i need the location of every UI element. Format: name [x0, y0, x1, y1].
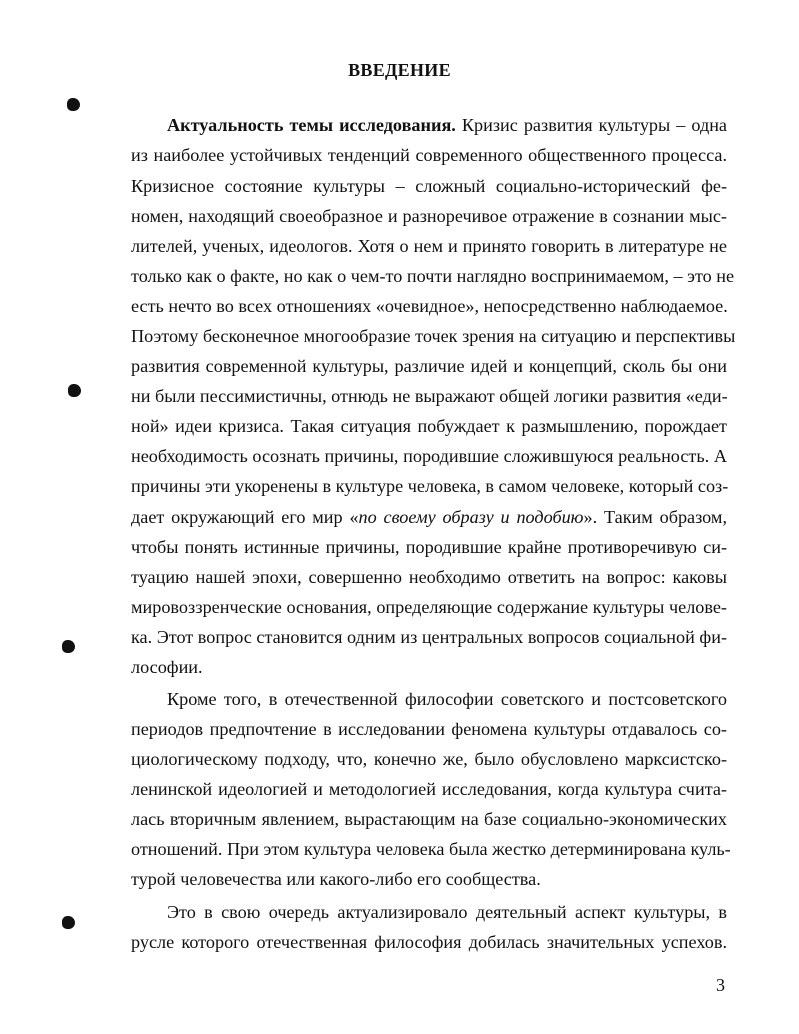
text-line: отношений. При этом культура человека была жестко детерминирована куль- [131, 839, 731, 859]
text-line: причины эти укоренены в культуре человека, в самом человеке, который соз- [131, 476, 729, 496]
text-line: номен, находящий своеобразное и разноречивое отражение в сознании мыс- [131, 206, 727, 226]
binder-hole-mark [62, 640, 75, 653]
text-line: туацию нашей эпохи, совершенно необходимо ответить на вопрос: каковы [131, 567, 727, 587]
text-line: Кроме того, в отечественной философии советского и постсоветского [167, 689, 727, 709]
text-line: Кризисное состояние культуры – сложный социально-исторический фе- [131, 176, 727, 196]
binder-hole-mark [67, 98, 80, 111]
text-line: ной» идеи кризиса. Такая ситуация побуждает к размышлению, порождает [131, 416, 727, 436]
text-line [167, 113, 727, 137]
text-line: ленинской идеологией и методологией исследования, когда культура счита- [131, 779, 727, 799]
page-number: 3 [716, 975, 725, 995]
bold-lead-phrase: Актуальность темы исследования. [167, 115, 456, 135]
text-line: ни были пессимистичны, отнюдь не выражают общей логики развития «еди- [131, 386, 728, 406]
text-line: Поэтому бесконечное многообразие точек зрения на ситуацию и перспективы [131, 326, 736, 346]
text-span: Кризис развития культуры – одна [461, 115, 728, 135]
text-line [131, 505, 727, 529]
text-span: дает окружающий его мир « [131, 507, 359, 527]
binder-hole-mark [62, 916, 75, 929]
text-line: периодов предпочтение в исследовании феномена культуры отдавалось со- [131, 719, 727, 739]
text-line: только как о факте, но как о чем-то почти наглядно воспринимаемом, – это не [131, 266, 735, 286]
text-line: развития современной культуры, различие идей и концепций, сколь бы они [131, 356, 727, 376]
text-line: лителей, ученых, идеологов. Хотя о нем и принято говорить в литературе не [131, 236, 727, 256]
text-line: Это в свою очередь актуализировало деятельный аспект культуры, в [167, 902, 727, 922]
text-line: турой человечества или какого-либо его сообщества. [131, 869, 541, 889]
text-line: из наиболее устойчивых тенденций современного общественного процесса. [131, 145, 727, 165]
page-heading: ВВЕДЕНИЕ [348, 60, 451, 80]
text-line: чтобы понять истинные причины, породившие крайне противоречивую си- [131, 537, 727, 557]
text-line: циологическому подходу, что, конечно же, было обусловлено марксистско- [131, 749, 727, 769]
text-line: ка. Этот вопрос становится одним из центральных вопросов социальной фи- [131, 627, 727, 647]
text-line: русле которого отечественная философия добилась значительных успехов. [131, 932, 727, 952]
text-line: есть нечто во всех отношениях «очевидное», непосредственно наблюдаемое. [131, 296, 728, 316]
italic-quote: по своему образу и подобию [358, 507, 584, 527]
text-line: необходимость осознать причины, породившие сложившуюся реальность. А [131, 446, 727, 466]
binder-hole-mark [68, 384, 81, 397]
text-line: лась вторичным явлением, вырастающим на базе социально-экономических [131, 809, 727, 829]
text-line: мировоззренческие основания, определяющие содержание культуры челове- [131, 597, 727, 617]
text-line: лософии. [131, 657, 203, 677]
text-span: ». Таким образом, [583, 507, 727, 527]
